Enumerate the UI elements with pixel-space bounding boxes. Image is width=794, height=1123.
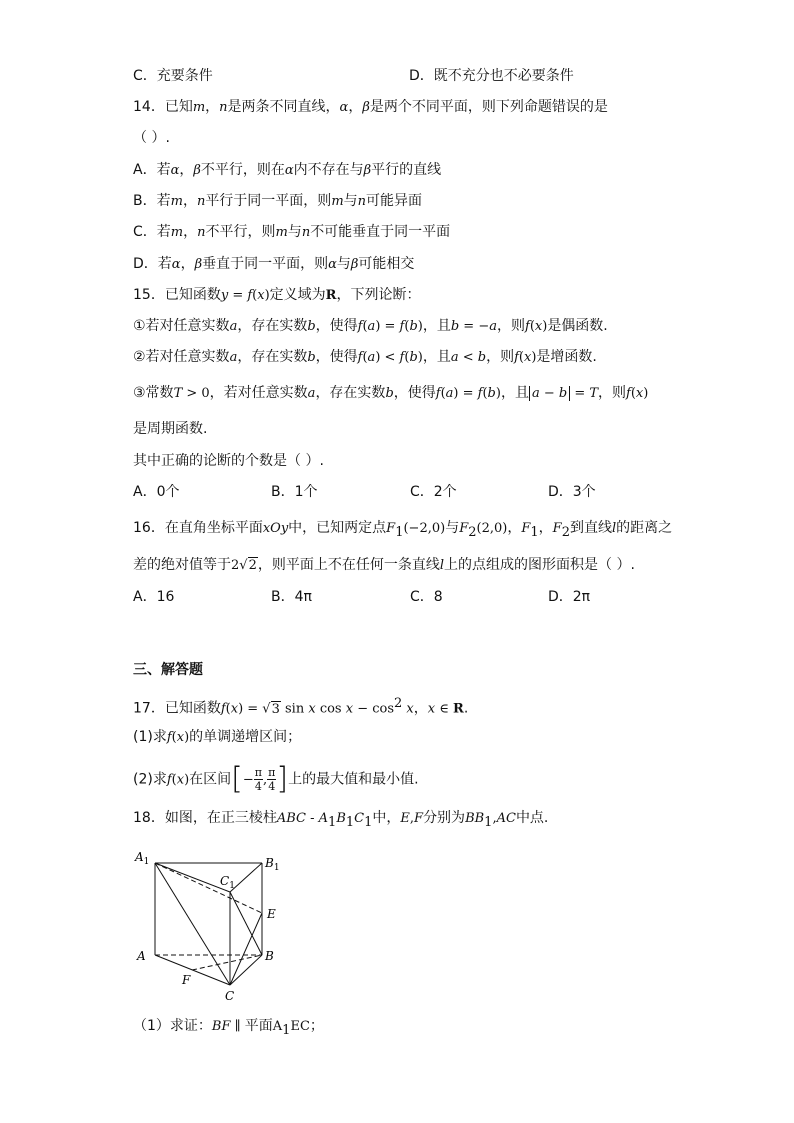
q16-option-b: B．4π (271, 589, 312, 605)
q14-paren: （ ）. (133, 130, 170, 146)
label-c: C (225, 989, 235, 1003)
q15-stem: 15．已知函数y = f(x)定义域为R，下列论断： (133, 287, 421, 303)
label-f: F (182, 973, 191, 987)
q16-line-2: 差的绝对值等于2√2，则平面上不在任何一条直线l上的点组成的图形面积是（ ）. (133, 557, 635, 573)
edge-a1-e-dashed (155, 863, 262, 913)
label-e: E (267, 907, 276, 921)
label-b1: $B_1$ (265, 856, 280, 873)
q15-option-b: B．1个 (271, 484, 318, 500)
q15-option-a: A．0个 (133, 484, 180, 500)
edge-c-b (230, 955, 262, 985)
label-a: A (137, 949, 146, 963)
q17-stem: 17．已知函数f(x) = √3 sin x $\cos x - \cos^2 x$，x ∈ R. (133, 696, 469, 717)
q15-ask: 其中正确的论断的个数是（ ）. (133, 453, 324, 469)
q15-option-c: C．2个 (410, 484, 457, 500)
q17-part-2: (2)求f(x)在区间[− $\frac{\pi}{4}$ , $\frac{\pi}{4}$ ]上的最大值和最小值. (133, 761, 419, 797)
q16-line-1: 16．在直角坐标平面xOy中，已知两定点$F_1(-2,0)$与$F_2(2,0)$，$F_1$，$F_2$到直线l的距离之 (133, 520, 673, 540)
edge-a1-c1 (155, 863, 230, 892)
q15-statement-2: ②若对任意实数a，存在实数b，使得f(a) < f(b)，且a < b，则f(x)是增函数. (133, 349, 597, 365)
q13-option-c: C．充要条件 (133, 68, 213, 84)
edge-a1-c (155, 863, 230, 985)
prism-figure (130, 845, 300, 1020)
q15-statement-1: ①若对任意实数a，存在实数b，使得f(a) = f(b)，且b = −a，则f(x)是偶函数. (133, 318, 608, 334)
q14-option-d: D．若α，β垂直于同一平面，则α与β可能相交 (133, 256, 415, 272)
q14-option-c: C．若m，n不平行，则m与n不可能垂直于同一平面 (133, 224, 451, 240)
q16-option-c: C．8 (410, 589, 443, 605)
q15-option-d: D．3个 (548, 484, 596, 500)
q16-option-a: A．16 (133, 589, 175, 605)
q14-stem: 14．已知m，n是两条不同直线，α，β是两个不同平面，则下列命题错误的是 (133, 99, 608, 115)
q18-stem: 18．如图，在正三棱柱ABC - $A_1B_1C_1$中，E,F分别为$BB_1,AC$中点. (133, 810, 549, 830)
q14-option-a: A．若α，β不平行，则在α内不存在与β平行的直线 (133, 162, 442, 178)
label-a1: $A_1$ (135, 850, 150, 867)
label-c1: $C_1$ (220, 874, 235, 891)
q15-statement-3: ③常数T > 0，若对任意实数a，存在实数b，使得f(a) = f(b)，且 a − b = T，则f(x) (133, 385, 649, 401)
edge-f-b-dashed (192, 955, 262, 970)
q18-part-1: （1）求证：BF ∥ 平面$A_1EC$； (133, 1018, 324, 1038)
section-title: 三、解答题 (133, 662, 203, 678)
label-b: B (265, 949, 274, 963)
q14-option-b: B．若m，n平行于同一平面，则m与n可能异面 (133, 193, 423, 209)
q17-part-1: (1)求f(x)的单调递增区间； (133, 729, 302, 745)
q16-option-d: D．2π (548, 589, 591, 605)
q15-statement-3-cont: 是周期函数. (133, 421, 208, 437)
q13-option-d: D．既不充分也不必要条件 (409, 68, 574, 84)
